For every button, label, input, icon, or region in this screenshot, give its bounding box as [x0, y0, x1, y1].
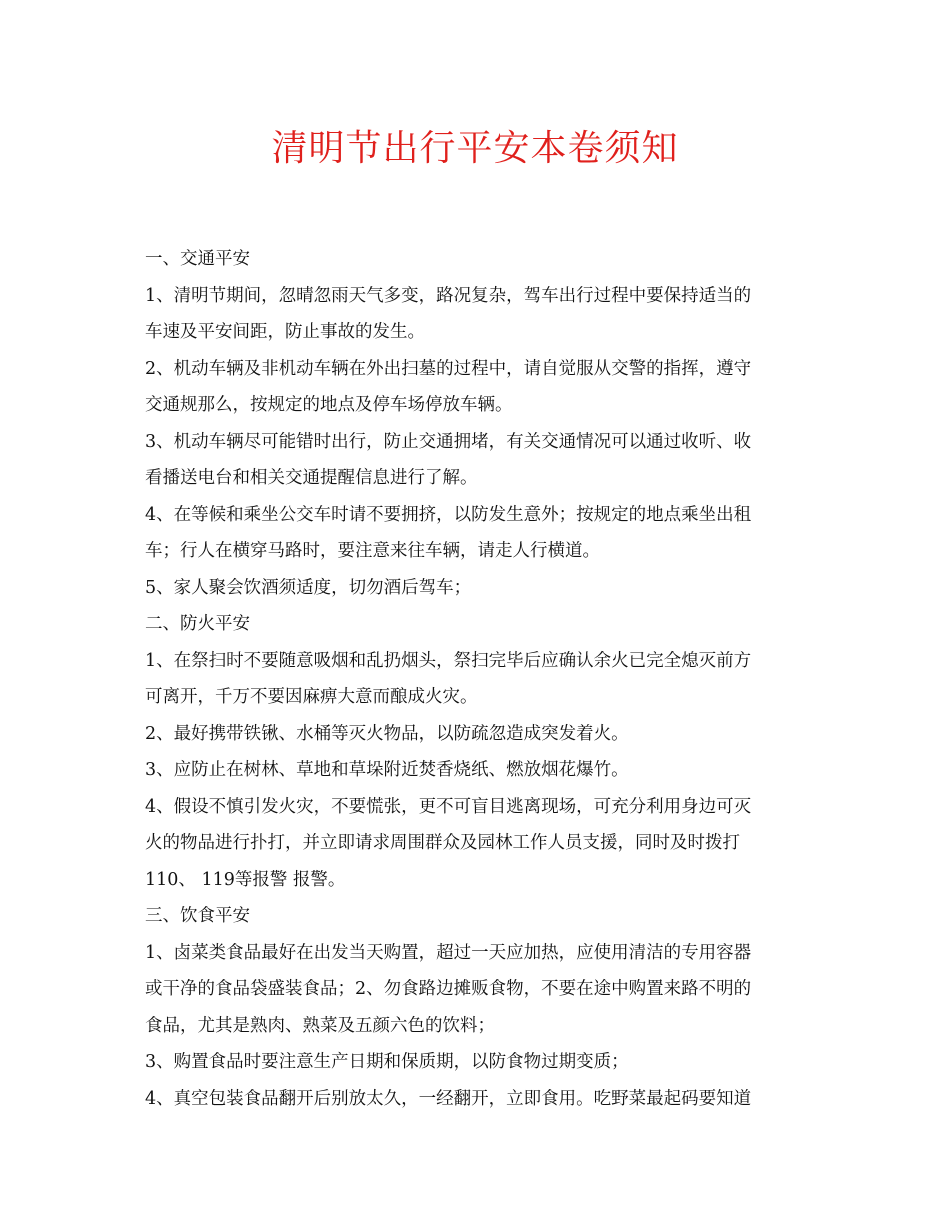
paragraph-line: 看播送电台和相关交通提醒信息进行了解。	[145, 468, 478, 488]
paragraph-line: 或干净的食品袋盛装食品；2、勿食路边摊贩食物，不要在途中购置来路不明的	[145, 979, 752, 999]
section-heading-food: 三、饮食平安	[145, 906, 250, 926]
paragraph-line: 1、清明节期间，忽晴忽雨天气多变，路况复杂，驾车出行过程中要保持适当的	[145, 285, 752, 306]
paragraph-line: 可离开，千万不要因麻痹大意而酿成火灾。	[145, 687, 478, 707]
paragraph-line: 110、 119等报警 报警。	[145, 869, 346, 890]
paragraph-line: 1、在祭扫时不要随意吸烟和乱扔烟头，祭扫完毕后应确认余火已完全熄灭前方	[145, 650, 752, 671]
paragraph-line: 车速及平安间距，防止事故的发生。	[145, 322, 425, 342]
paragraph-line: 2、最好携带铁锹、水桶等灭火物品，以防疏忽造成突发着火。	[145, 723, 629, 744]
paragraph-line: 3、购置食品时要注意生产日期和保质期，以防食物过期变质；	[145, 1052, 629, 1072]
paragraph-line: 火的物品进行扑打，并立即请求周围群众及园林工作人员支援，同时及时拨打	[145, 833, 740, 853]
document-body	[145, 241, 795, 1117]
paragraph-line: 2、机动车辆及非机动车辆在外出扫墓的过程中，请自觉服从交警的指挥，遵守	[145, 358, 752, 379]
section-heading-fire: 二、防火平安	[145, 614, 250, 634]
paragraph-line: 5、家人聚会饮酒须适度，切勿酒后驾车；	[145, 577, 472, 598]
paragraph-line: 车；行人在横穿马路时，要注意来往车辆，请走人行横道。	[145, 541, 600, 561]
paragraph-line: 1、卤菜类食品最好在出发当天购置，超过一天应加热，应使用清洁的专用容器	[145, 942, 752, 963]
paragraph-line: 3、应防止在树林、草地和草垛附近焚香烧纸、燃放烟花爆竹。	[145, 760, 629, 780]
section-heading-traffic: 一、交通平安	[145, 249, 250, 269]
document-title: 清明节出行平安本卷须知	[271, 128, 679, 169]
paragraph-line: 3、机动车辆尽可能错时出行，防止交通拥堵，有关交通情况可以通过收听、收	[145, 431, 752, 452]
paragraph-line: 4、假设不慎引发火灾，不要慌张，更不可盲目逃离现场，可充分利用身边可灭	[145, 796, 752, 817]
paragraph-line: 4、在等候和乘坐公交车时请不要拥挤，以防发生意外；按规定的地点乘坐出租	[145, 504, 752, 525]
paragraph-line: 4、真空包装食品翻开后别放太久，一经翻开，立即食用。吃野菜最起码要知道	[145, 1088, 752, 1109]
paragraph-line: 交通规那么，按规定的地点及停车场停放车辆。	[145, 395, 513, 415]
paragraph-line: 食品，尤其是熟肉、熟菜及五颜六色的饮料；	[145, 1015, 495, 1036]
